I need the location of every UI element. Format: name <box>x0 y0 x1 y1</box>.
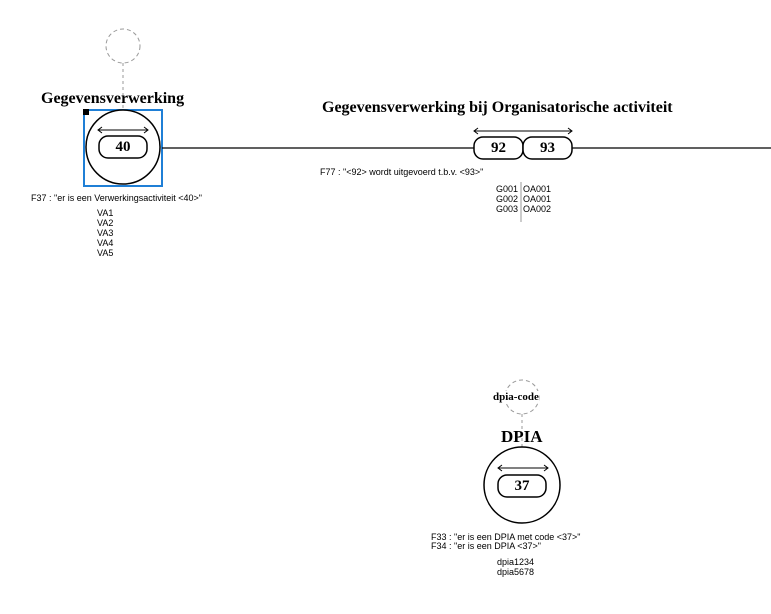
role-label-40: 40 <box>115 139 131 155</box>
role-label-37: 37 <box>514 478 530 494</box>
population-item: OA002 <box>523 204 552 214</box>
population-item: VA3 <box>97 228 114 238</box>
gegevensverwerking-title: Gegevensverwerking <box>41 90 185 107</box>
population-item: G003 <box>495 204 518 214</box>
population-item: VA5 <box>97 248 114 258</box>
dpia-title: DPIA <box>501 427 543 446</box>
population-column-93 <box>523 184 551 214</box>
population-item: dpia5678 <box>497 567 535 577</box>
population-item: VA2 <box>97 218 114 228</box>
fact-type-f34: F34 : "er is een DPIA <37>" <box>431 541 541 551</box>
fact-type-f77: F77 : "<92> wordt uitgevoerd t.b.v. <93>" <box>320 167 484 177</box>
selection-handle[interactable] <box>83 109 89 115</box>
role-label-92: 92 <box>491 140 506 156</box>
fact-type-f37: F37 : "er is een Verwerkingsactiviteit <40>" <box>31 193 202 203</box>
role-label-93: 93 <box>540 140 555 156</box>
fact-type-f33: F33 : "er is een DPIA met code <37>" <box>431 532 581 542</box>
population-item: G001 <box>495 184 518 194</box>
population-item: VA4 <box>97 238 114 248</box>
population-item: dpia1234 <box>497 557 535 567</box>
population-item: VA1 <box>97 208 114 218</box>
population-item: OA001 <box>523 184 552 194</box>
dpia-population-list <box>497 557 534 577</box>
gegevensverwerking-value-circle <box>106 29 140 63</box>
population-column-92 <box>494 184 518 214</box>
population-item: G002 <box>495 194 518 204</box>
population-list <box>97 208 113 258</box>
dpia-code-label: dpia-code <box>493 391 539 403</box>
relation-title: Gegevensverwerking bij Organisatorische activiteit <box>322 99 673 116</box>
population-item: OA001 <box>523 194 552 204</box>
